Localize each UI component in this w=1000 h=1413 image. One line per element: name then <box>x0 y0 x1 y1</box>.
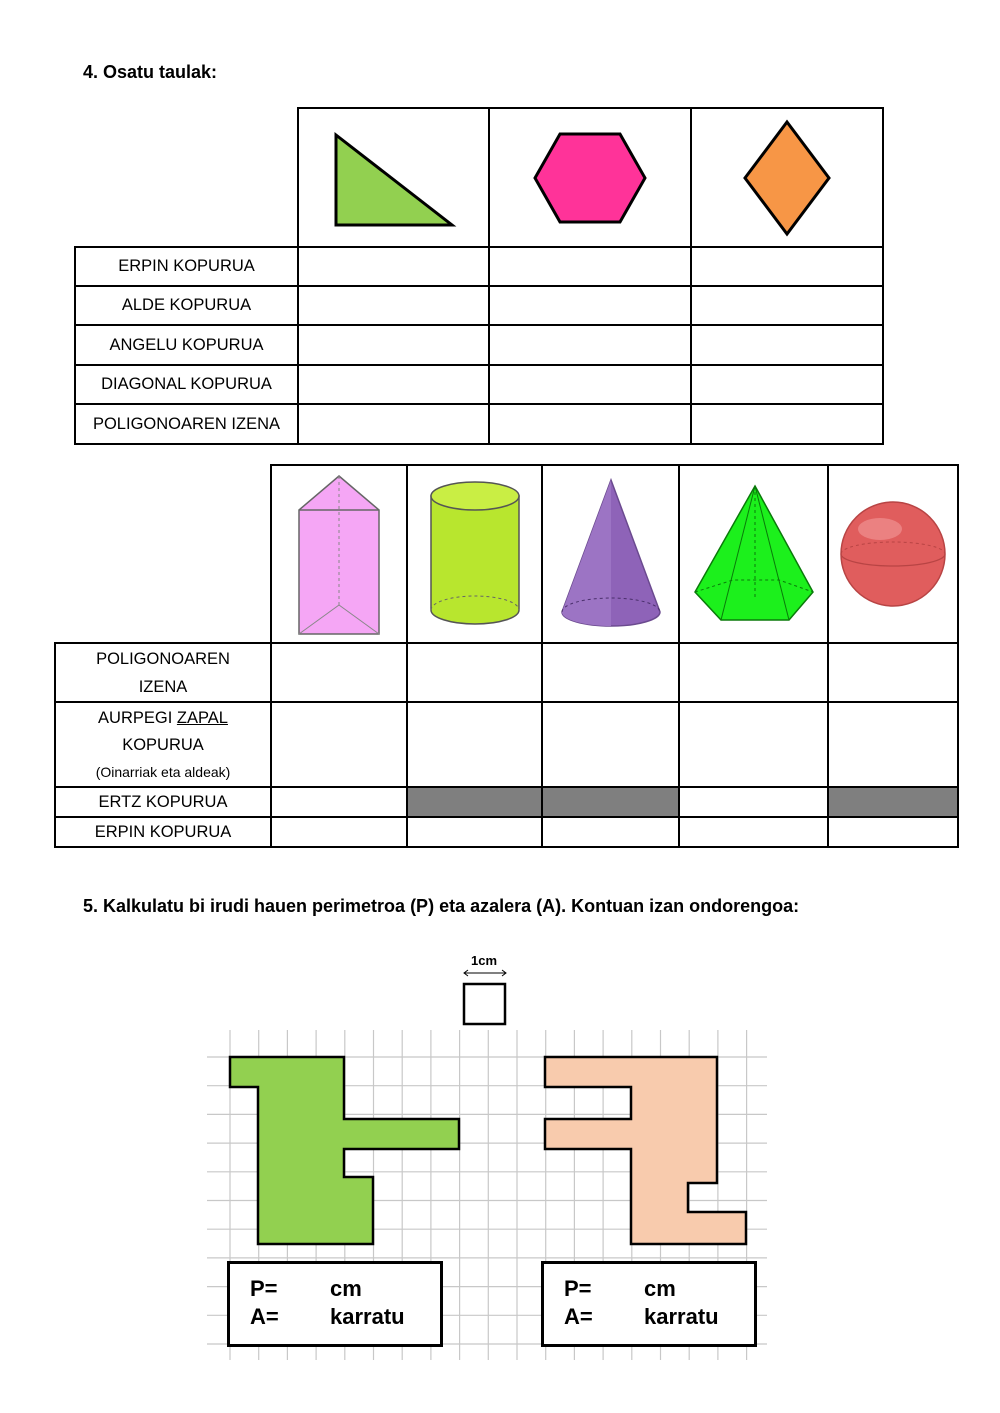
answer-cell[interactable] <box>679 702 828 787</box>
cone-icon <box>556 474 666 634</box>
answer-cell[interactable] <box>298 247 489 286</box>
row-label-angles: ANGELU KOPURUA <box>75 325 298 365</box>
answer-cell[interactable] <box>679 787 828 817</box>
hexagon-cell <box>489 108 691 247</box>
answer-cell[interactable] <box>542 643 679 702</box>
answer-box-left[interactable]: P= cm A= karratu <box>227 1261 443 1347</box>
row-label-polygon-name: POLIGONOAREN IZENA <box>75 404 298 444</box>
section5-title: 5. Kalkulatu bi irudi hauen perimetroa (P) eta azalera (A). Kontuan izan ondorengoa: <box>83 896 800 916</box>
pyramid-icon <box>689 480 819 628</box>
row-label-vertices: ERPIN KOPURUA <box>75 247 298 286</box>
triangle-cell <box>298 108 489 247</box>
sphere-icon <box>838 499 948 609</box>
answer-cell[interactable] <box>271 702 407 787</box>
answer-cell[interactable] <box>298 286 489 325</box>
answer-box-right[interactable]: P= cm A= karratu <box>541 1261 757 1347</box>
section4-title: 4. Osatu taulak: <box>83 62 218 82</box>
answer-cell[interactable] <box>489 286 691 325</box>
row-label-diagonals: DIAGONAL KOPURUA <box>75 365 298 404</box>
answer-cell[interactable] <box>691 365 883 404</box>
row-label-sides: ALDE KOPURUA <box>75 286 298 325</box>
answer-cell[interactable] <box>542 817 679 847</box>
polygons-table <box>74 107 884 445</box>
answer-cell[interactable] <box>691 286 883 325</box>
answer-cell[interactable] <box>828 702 958 787</box>
row-label-flat-faces: AURPEGI ZAPAL KOPURUA (Oinarriak eta aldeak) <box>55 702 271 787</box>
answer-cell[interactable] <box>407 817 542 847</box>
answer-cell[interactable] <box>298 404 489 444</box>
answer-cell[interactable] <box>542 702 679 787</box>
hexagon-icon <box>530 128 650 228</box>
answer-cell[interactable] <box>828 643 958 702</box>
pyramid-cell <box>679 465 828 643</box>
answer-cell[interactable] <box>489 247 691 286</box>
answer-cell[interactable] <box>691 404 883 444</box>
row-label-vertices: ERPIN KOPURUA <box>55 817 271 847</box>
answer-cell[interactable] <box>271 643 407 702</box>
answer-cell[interactable] <box>489 325 691 365</box>
solids-table <box>54 464 959 848</box>
answer-cell[interactable] <box>271 817 407 847</box>
triangle-icon <box>324 123 464 233</box>
cone-cell <box>542 465 679 643</box>
green-figure <box>230 1057 459 1244</box>
unit-label: 1cm <box>470 953 498 968</box>
shaded-cell <box>542 787 679 817</box>
answer-cell[interactable] <box>828 817 958 847</box>
answer-cell[interactable] <box>489 365 691 404</box>
answer-cell[interactable] <box>489 404 691 444</box>
row-label-solid-name: POLIGONOAREN IZENA <box>55 643 271 702</box>
answer-cell[interactable] <box>298 325 489 365</box>
shaded-cell <box>828 787 958 817</box>
answer-cell[interactable] <box>691 247 883 286</box>
answer-cell[interactable] <box>298 365 489 404</box>
rhombus-icon <box>737 117 837 239</box>
answer-cell[interactable] <box>407 643 542 702</box>
answer-cell[interactable] <box>679 817 828 847</box>
sphere-cell <box>828 465 958 643</box>
row-label-edges: ERTZ KOPURUA <box>55 787 271 817</box>
rhombus-cell <box>691 108 883 247</box>
prism-icon <box>294 470 384 638</box>
peach-figure <box>545 1057 746 1244</box>
answer-cell[interactable] <box>691 325 883 365</box>
unit-square-icon <box>458 953 514 1027</box>
answer-cell[interactable] <box>679 643 828 702</box>
answer-cell[interactable] <box>271 787 407 817</box>
cylinder-icon <box>425 474 525 634</box>
answer-cell[interactable] <box>407 702 542 787</box>
shaded-cell <box>407 787 542 817</box>
cylinder-cell <box>407 465 542 643</box>
prism-cell <box>271 465 407 643</box>
